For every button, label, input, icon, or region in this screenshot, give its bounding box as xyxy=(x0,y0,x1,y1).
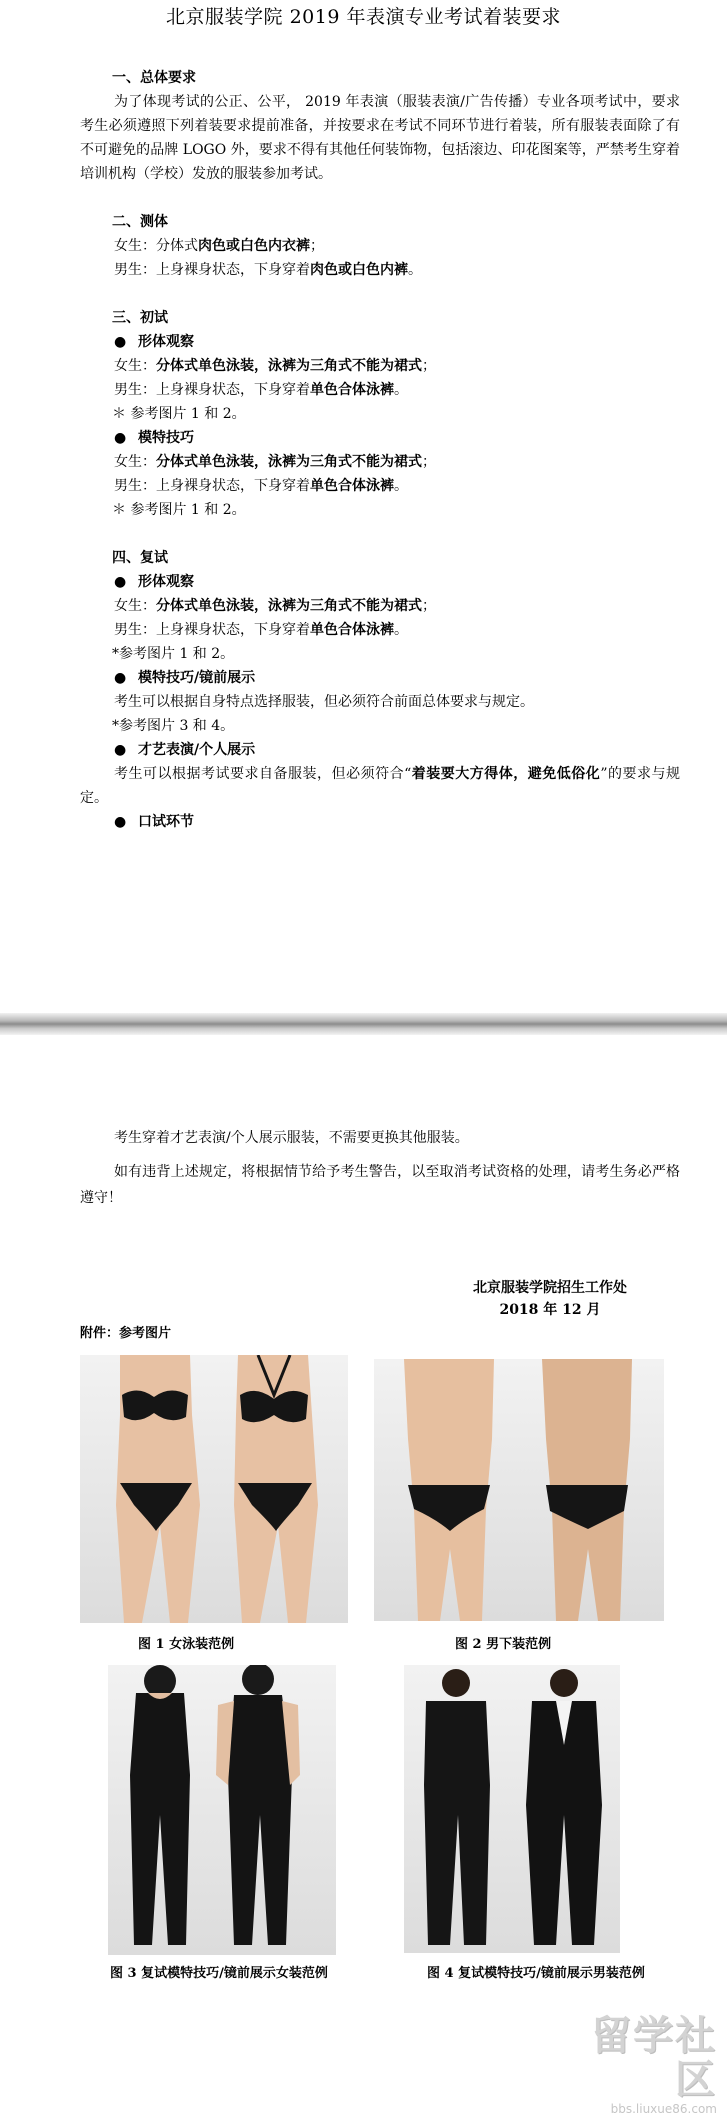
section-heading-second-round: 四、复试 xyxy=(112,550,168,566)
page-one xyxy=(0,0,727,1000)
model-figure-left xyxy=(116,1355,200,1623)
second-obs-female-line: 女生：分体式单色泳装，泳裤为三角式不能为裙式； xyxy=(114,598,436,614)
talent-attire-note: 考生穿着才艺表演/个人展示服装，不需要更换其他服装。 xyxy=(114,1130,469,1146)
violation-warning: 如有违背上述规定，将根据情节给予考生警告，以至取消考试资格的处理，请考生务必严格遵守！ xyxy=(80,1164,680,1206)
page-divider xyxy=(0,1013,727,1035)
model-figure-right xyxy=(542,1359,632,1621)
second-obs-male-line: 男生：上身裸身状态，下身穿着单色合体泳裤。 xyxy=(114,622,408,638)
watermark-logo: 留学社区 xyxy=(591,2013,717,2103)
document-body xyxy=(80,66,680,834)
figure-1-caption: 图 1 女泳装范例 xyxy=(138,1637,235,1652)
prelim-skill-male-line: 男生：上身裸身状态，下身穿着单色合体泳裤。 xyxy=(114,478,408,494)
attachment-label: 附件：参考图片 xyxy=(80,1326,172,1341)
bullet-dot-icon: ● xyxy=(114,814,127,830)
prelim-obs-male-line: 男生：上身裸身状态，下身穿着单色合体泳裤。 xyxy=(114,382,408,398)
prelim-obs-female-line: 女生：分体式单色泳装，泳裤为三角式不能为裙式； xyxy=(114,358,436,374)
bullet-body-observation-1: ● 形体观察 xyxy=(114,330,680,354)
prelim-skill-ref: ＊ 参考图片 1 和 2。 xyxy=(112,502,246,518)
figure-4-caption: 图 4 复试模特技巧/镜前展示男装范例 xyxy=(427,1966,645,1981)
bullet-dot-icon: ● xyxy=(114,430,127,446)
model-figure-right xyxy=(526,1669,602,1945)
bullet-dot-icon: ● xyxy=(114,742,127,758)
page-two-text xyxy=(80,1125,680,1219)
bullet-talent-show: ● 才艺表演/个人展示 xyxy=(114,738,680,762)
measurement-female-line: 女生：分体式肉色或白色内衣裤； xyxy=(114,238,324,254)
prelim-skill-female-line: 女生：分体式单色泳装，泳裤为三角式不能为裙式； xyxy=(114,454,436,470)
document-title: 北京服装学院 2019 年表演专业考试着装要求 xyxy=(166,6,561,28)
second-skill-text: 考生可以根据自身特点选择服装，但必须符合前面总体要求与规定。 xyxy=(114,694,534,710)
measurement-male-line: 男生：上身裸身状态，下身穿着肉色或白色内裤。 xyxy=(114,262,422,278)
watermark-url: bbs.liuxue86.com xyxy=(610,2102,717,2116)
section-heading-general: 一、总体要求 xyxy=(112,70,196,86)
signature-block xyxy=(430,1277,670,1321)
model-figure-left xyxy=(404,1359,494,1621)
figure-2-caption: 图 2 男下装范例 xyxy=(455,1637,552,1652)
talent-show-text: 考生可以根据考试要求自备服装，但必须符合“着装要大方得体，避免低俗化”的要求与规定。 xyxy=(80,766,680,806)
figure-3-caption: 图 3 复试模特技巧/镜前展示女装范例 xyxy=(110,1966,328,1981)
prelim-obs-ref: ＊ 参考图片 1 和 2。 xyxy=(112,406,246,422)
second-skill-ref: *参考图片 3 和 4。 xyxy=(112,718,235,734)
model-figure-left xyxy=(130,1665,190,1945)
bullet-oral-exam: ● 口试环节 xyxy=(114,810,680,834)
site-watermark xyxy=(567,2013,717,2116)
model-figure-left xyxy=(424,1669,490,1945)
bullet-dot-icon: ● xyxy=(114,670,127,686)
model-figure-right xyxy=(234,1355,318,1623)
bullet-model-skills-2: ● 模特技巧/镜前展示 xyxy=(114,666,680,690)
second-obs-ref: *参考图片 1 和 2。 xyxy=(112,646,235,662)
general-requirements-paragraph: 为了体现考试的公正、公平， 2019 年表演（服装表演/广告传播）专业各项考试中，要求考生必须遵照下列着装要求提前准备，并按要求在考试不同环节进行着装，所有服装表面除了有不可避免的品牌 LOGO 外，要求不得有其他任何装饰物，包括滚边、印花图案等，严禁考生穿着培训机构（学校）发放的服装参加考试。 xyxy=(80,94,680,182)
figure-4-male-outfit-photo xyxy=(404,1665,620,1953)
signature-org: 北京服装学院招生工作处 xyxy=(473,1280,627,1296)
model-figure-right xyxy=(216,1665,300,1945)
figure-3-female-outfit-photo xyxy=(108,1665,336,1955)
bullet-model-skills-1: ● 模特技巧 xyxy=(114,426,680,450)
bullet-dot-icon: ● xyxy=(114,334,127,350)
page-two xyxy=(0,1035,727,2116)
bullet-dot-icon: ● xyxy=(114,574,127,590)
bullet-body-observation-2: ● 形体观察 xyxy=(114,570,680,594)
section-heading-preliminary: 三、初试 xyxy=(112,310,168,326)
section-heading-measurement: 二、测体 xyxy=(112,214,168,230)
figure-1-female-swimwear-photo xyxy=(80,1355,348,1623)
figure-2-male-swimwear-photo xyxy=(374,1359,664,1621)
signature-date: 2018 年 12 月 xyxy=(499,1302,601,1318)
